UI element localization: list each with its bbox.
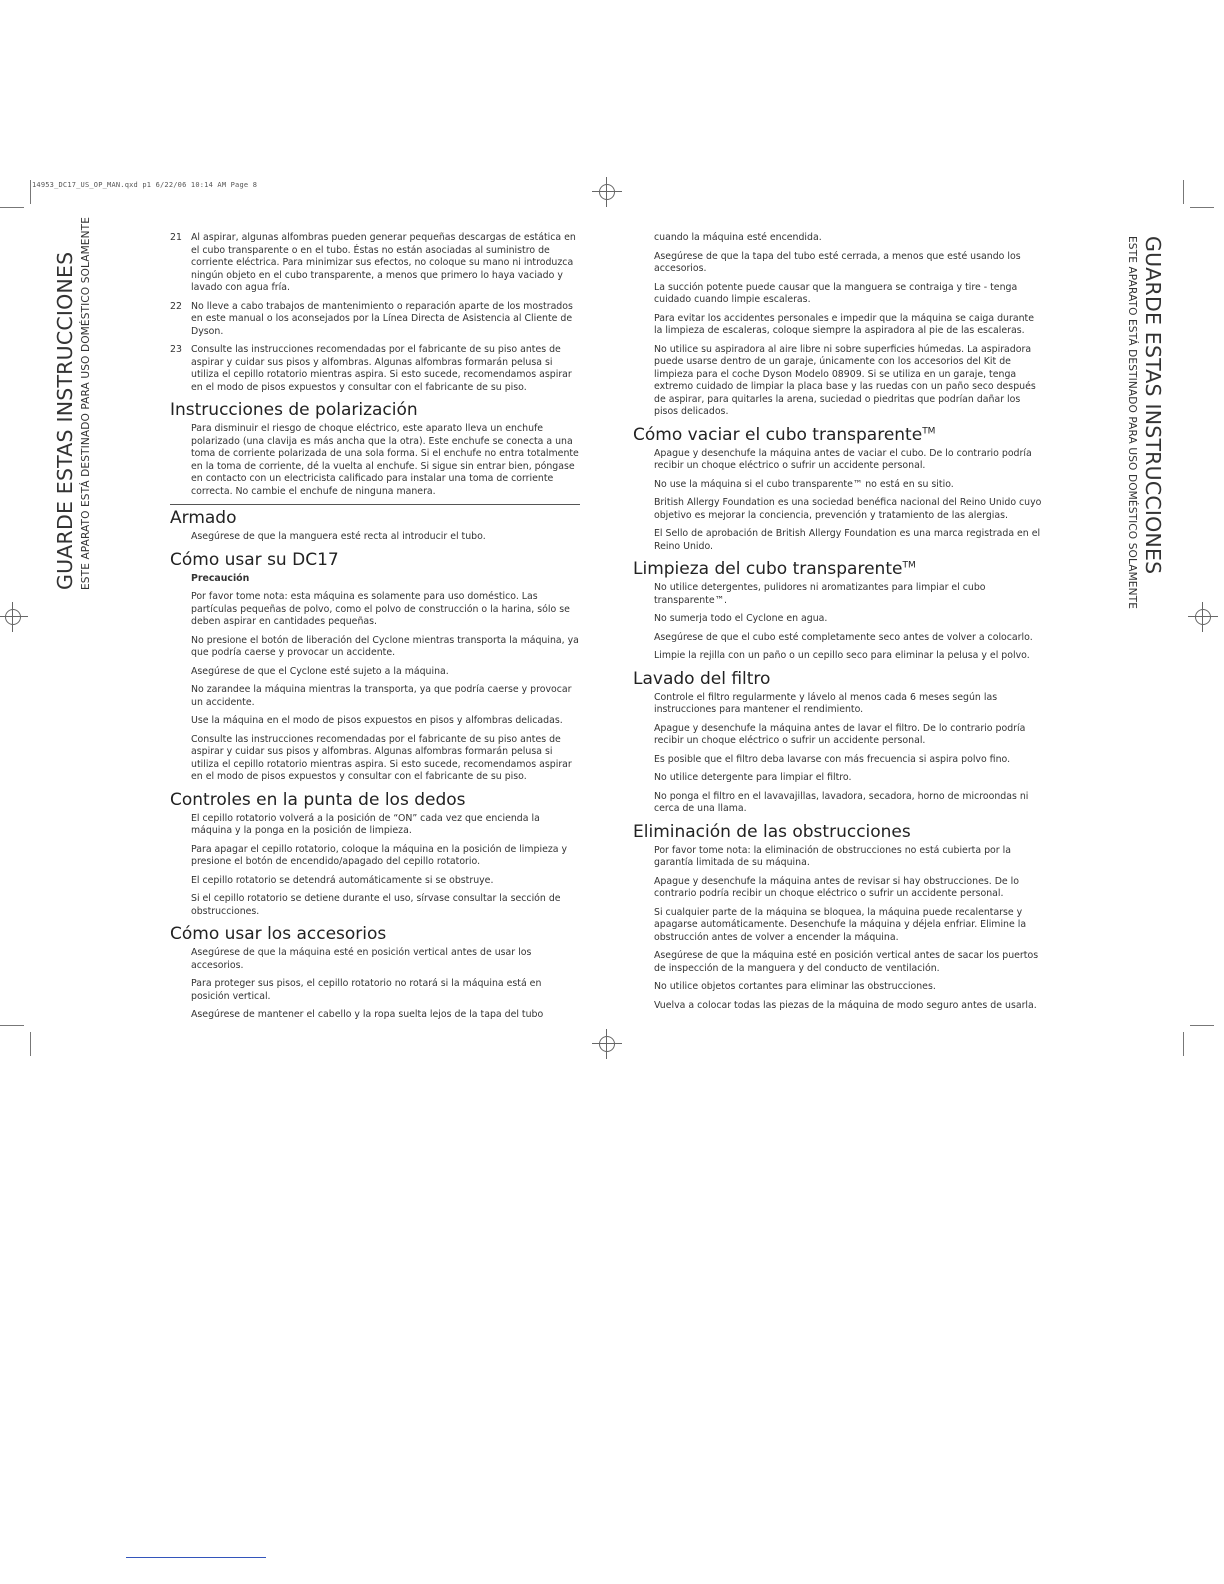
paragraph: Asegúrese de que la manguera esté recta al introducir el tubo.	[191, 531, 486, 542]
crop-mark	[0, 1025, 24, 1026]
subheading-precaucion: Precaución	[191, 572, 250, 584]
crop-mark	[1190, 1025, 1214, 1026]
section-heading-vaciar	[633, 425, 1043, 446]
paragraph: Si cualquier parte de la máquina se bloquea, la máquina puede recalentarse y apagarse automáticamente. Desenchufe la máquina y déjela enfriar. Elimine la obstrucción antes de volver a encender la máquina.	[654, 906, 1027, 943]
paragraph: Para apagar el cepillo rotatorio, coloque la máquina en la posición de limpieza y presione el botón de encendido/apagado del cepillo rotatorio.	[191, 843, 568, 867]
section-heading-como-usar: Cómo usar su DC17	[170, 549, 339, 570]
paragraph: No sumerja todo el Cyclone en agua.	[654, 613, 828, 624]
paragraph: Para proteger sus pisos, el cepillo rotatorio no rotará si la máquina está en posición vertical.	[191, 978, 542, 1002]
paragraph: La succión potente puede causar que la manguera se contraiga y tire - tenga cuidado cuando limpie escaleras.	[654, 281, 1018, 305]
crop-mark	[1183, 1032, 1184, 1056]
paragraph: British Allergy Foundation es una sociedad benéfica nacional del Reino Unido cuyo objetivo es mejorar la conciencia, prevención y tratamiento de las alergias.	[654, 497, 1042, 521]
paragraph: El Sello de aprobación de British Allergy Foundation es una marca registrada en el Reino Unido.	[654, 528, 1041, 552]
right-column	[633, 232, 1043, 1018]
numbered-item	[170, 232, 580, 295]
paragraph: Para disminuir el riesgo de choque eléctrico, este aparato lleva un enchufe polarizado (una clavija es más ancha que la otra). Este enchufe se conecta a una toma de corriente polarizada de una sola forma. Si el enchufe no entra totalmente en la toma de corriente, dé la vuelta al enchufe. Si sigue sin entrar bien, póngase en contacto con un electricista calificado para instalar una toma de corriente correcta. No cambie el enchufe de ninguna manera.	[191, 423, 579, 497]
section-heading-limpieza	[633, 559, 1043, 580]
paragraph: Apague y desenchufe la máquina antes de revisar si hay obstrucciones. De lo contrario podría recibir un choque eléctrico o sufrir un accidente personal.	[654, 875, 1020, 899]
paragraph: No utilice su aspiradora al aire libre ni sobre superficies húmedas. La aspiradora puede usarse dentro de un garaje, únicamente con los accesorios del Kit de limpieza para el coche Dyson Modelo 08909. Si se utiliza en un garaje, tenga extremo cuidado de limpiar la placa base y las ruedas con un paño seco después de aspirar, para quitarles la arena, suciedad o piedritas que podrían dañar los pisos delicados.	[654, 343, 1036, 417]
numbered-item	[170, 301, 580, 339]
crop-mark	[1183, 180, 1184, 204]
paragraph-continuation: cuando la máquina esté encendida.	[654, 232, 822, 243]
paragraph: No ponga el filtro en el lavavajillas, lavadora, secadora, horno de microondas ni cerca de una llama.	[654, 790, 1029, 814]
item-number: 23	[170, 344, 182, 355]
paragraph: No utilice objetos cortantes para eliminar las obstrucciones.	[654, 981, 936, 992]
divider	[170, 504, 580, 505]
paragraph: Asegúrese de que la máquina esté en posición vertical antes de usar los accesorios.	[191, 947, 532, 971]
paragraph: No utilice detergente para limpiar el filtro.	[654, 772, 852, 783]
item-text: No lleve a cabo trabajos de mantenimiento o reparación aparte de los mostrados en este manual o los aconsejados por la Línea Directa de Asistencia al Cliente de Dyson.	[191, 300, 573, 337]
print-slug: 14953_DC17_US_OP_MAN.qxd p1 6/22/06 10:14 AM Page 8	[32, 181, 258, 189]
side-banner-right	[1124, 236, 1166, 609]
paragraph: Para evitar los accidentes personales e impedir que la máquina se caiga durante la limpieza de escaleras, coloque siempre la aspiradora al pie de las escaleras.	[654, 312, 1034, 336]
paragraph: El cepillo rotatorio se detendrá automáticamente si se obstruye.	[191, 874, 494, 886]
registration-mark-icon	[1188, 602, 1218, 632]
registration-mark-icon	[592, 177, 622, 207]
side-banner-subtitle: ESTE APARATO ESTÁ DESTINADO PARA USO DOMÉSTICO SOLAMENTE	[80, 217, 92, 590]
item-text: Al aspirar, algunas alfombras pueden generar pequeñas descargas de estática en el cubo transparente o en el tubo. Éstas no están asociadas al suministro de corriente eléctrica. Para minimizar sus efectos, no coloque su mano ni introduzca ningún objeto en el cubo transparente, a menos que primero lo haya vaciado y lavado con agua fría.	[191, 232, 576, 293]
paragraph: Por favor tome nota: la eliminación de obstrucciones no está cubierta por la garantía limitada de su máquina.	[654, 844, 1011, 868]
trademark-mark: TM	[922, 425, 936, 436]
crop-mark	[0, 207, 24, 208]
paragraph: El cepillo rotatorio volverá a la posición de “ON” cada vez que encienda la máquina y la ponga en la posición de limpieza.	[191, 812, 540, 836]
registration-mark-icon	[592, 1029, 622, 1059]
paragraph: Apague y desenchufe la máquina antes de lavar el filtro. De lo contrario podría recibir un choque eléctrico o sufrir un accidente personal.	[654, 722, 1026, 746]
paragraph: Asegúrese de mantener el cabello y la ropa suelta lejos de la tapa del tubo	[191, 1009, 544, 1020]
side-banner-left	[52, 217, 94, 590]
heading-text: Limpieza del cubo transparente	[633, 559, 903, 579]
section-heading-filtro: Lavado del filtro	[633, 668, 771, 689]
section-heading-obstrucciones: Eliminación de las obstrucciones	[633, 821, 911, 842]
section-heading-controles: Controles en la punta de los dedos	[170, 789, 466, 810]
paragraph: Use la máquina en el modo de pisos expuestos en pisos y alfombras delicadas.	[191, 715, 563, 726]
paragraph: Si el cepillo rotatorio se detiene durante el uso, sírvase consultar la sección de obstrucciones.	[191, 893, 561, 917]
side-banner-subtitle: ESTE APARATO ESTÁ DESTINADO PARA USO DOMÉSTICO SOLAMENTE	[1126, 236, 1138, 609]
section-heading-polarization: Instrucciones de polarización	[170, 400, 418, 420]
section-heading-armado: Armado	[170, 508, 237, 528]
paragraph: Por favor tome nota: esta máquina es solamente para uso doméstico. Las partículas pequeñas de polvo, como el polvo de construcción o la harina, sólo se deben aspirar en cantidades pequeñas.	[191, 591, 570, 627]
side-banner-title: GUARDE ESTAS INSTRUCCIONES	[1141, 236, 1165, 575]
paragraph: Consulte las instrucciones recomendadas por el fabricante de su piso antes de aspirar y cuidar sus pisos y alfombras. Algunas alfombras formarán pelusa si utiliza el cepillo rotatorio mientras aspira. Si esto sucede, recomendamos aspirar en el modo de pisos expuestos y consultar con el fabricante de su piso.	[191, 733, 572, 782]
paragraph: Es posible que el filtro deba lavarse con más frecuencia si aspira polvo fino.	[654, 753, 1011, 765]
paragraph: No utilice detergentes, pulidores ni aromatizantes para limpiar el cubo transparente™.	[654, 582, 986, 606]
heading-text: Cómo vaciar el cubo transparente	[633, 424, 923, 445]
crop-mark	[1190, 207, 1214, 208]
crop-mark	[30, 180, 31, 204]
trademark-mark: TM	[902, 560, 916, 571]
item-number: 22	[170, 300, 182, 312]
paragraph: Controle el filtro regularmente y lávelo al menos cada 6 meses según las instrucciones para mantener el rendimiento.	[654, 691, 998, 715]
paragraph: No zarandee la máquina mientras la transporta, ya que podría caerse y provocar un accidente.	[191, 684, 572, 708]
paragraph: Asegúrese de que el Cyclone esté sujeto a la máquina.	[191, 665, 449, 677]
paragraph: Asegúrese de que la tapa del tubo esté cerrada, a menos que esté usando los accesorios.	[654, 250, 1021, 274]
item-text: Consulte las instrucciones recomendadas por el fabricante de su piso antes de aspirar y cuidar sus pisos y alfombras. Algunas alfombras formarán pelusa si utiliza el cepillo rotatorio mientras aspira. Si esto sucede, recomendamos aspirar en el modo de pisos expuestos y consultar con el fabricante de su piso.	[191, 344, 572, 393]
section-heading-accesorios: Cómo usar los accesorios	[170, 924, 387, 944]
footer-link-underline	[126, 1557, 266, 1558]
paragraph: No use la máquina si el cubo transparente™ no está en su sitio.	[654, 478, 954, 490]
paragraph: Apague y desenchufe la máquina antes de vaciar el cubo. De lo contrario podría recibir un choque eléctrico o sufrir un accidente personal.	[654, 447, 1032, 471]
paragraph: No presione el botón de liberación del Cyclone mientras transporta la máquina, ya que podría caerse y provocar un accidente.	[191, 634, 579, 658]
paragraph: Asegúrese de que el cubo esté completamente seco antes de volver a colocarlo.	[654, 631, 1033, 643]
paragraph: Limpie la rejilla con un paño o un cepillo seco para eliminar la pelusa y el polvo.	[654, 650, 1030, 661]
numbered-item	[170, 344, 580, 394]
left-column	[170, 232, 580, 1028]
side-banner-title: GUARDE ESTAS INSTRUCCIONES	[53, 251, 77, 590]
registration-mark-icon	[0, 602, 28, 632]
paragraph: Vuelva a colocar todas las piezas de la máquina de modo seguro antes de usarla.	[654, 999, 1037, 1011]
paragraph: Asegúrese de que la máquina esté en posición vertical antes de sacar los puertos de inspección de la manguera y del conducto de ventilación.	[654, 950, 1039, 974]
item-number: 21	[170, 232, 182, 243]
crop-mark	[30, 1032, 31, 1056]
